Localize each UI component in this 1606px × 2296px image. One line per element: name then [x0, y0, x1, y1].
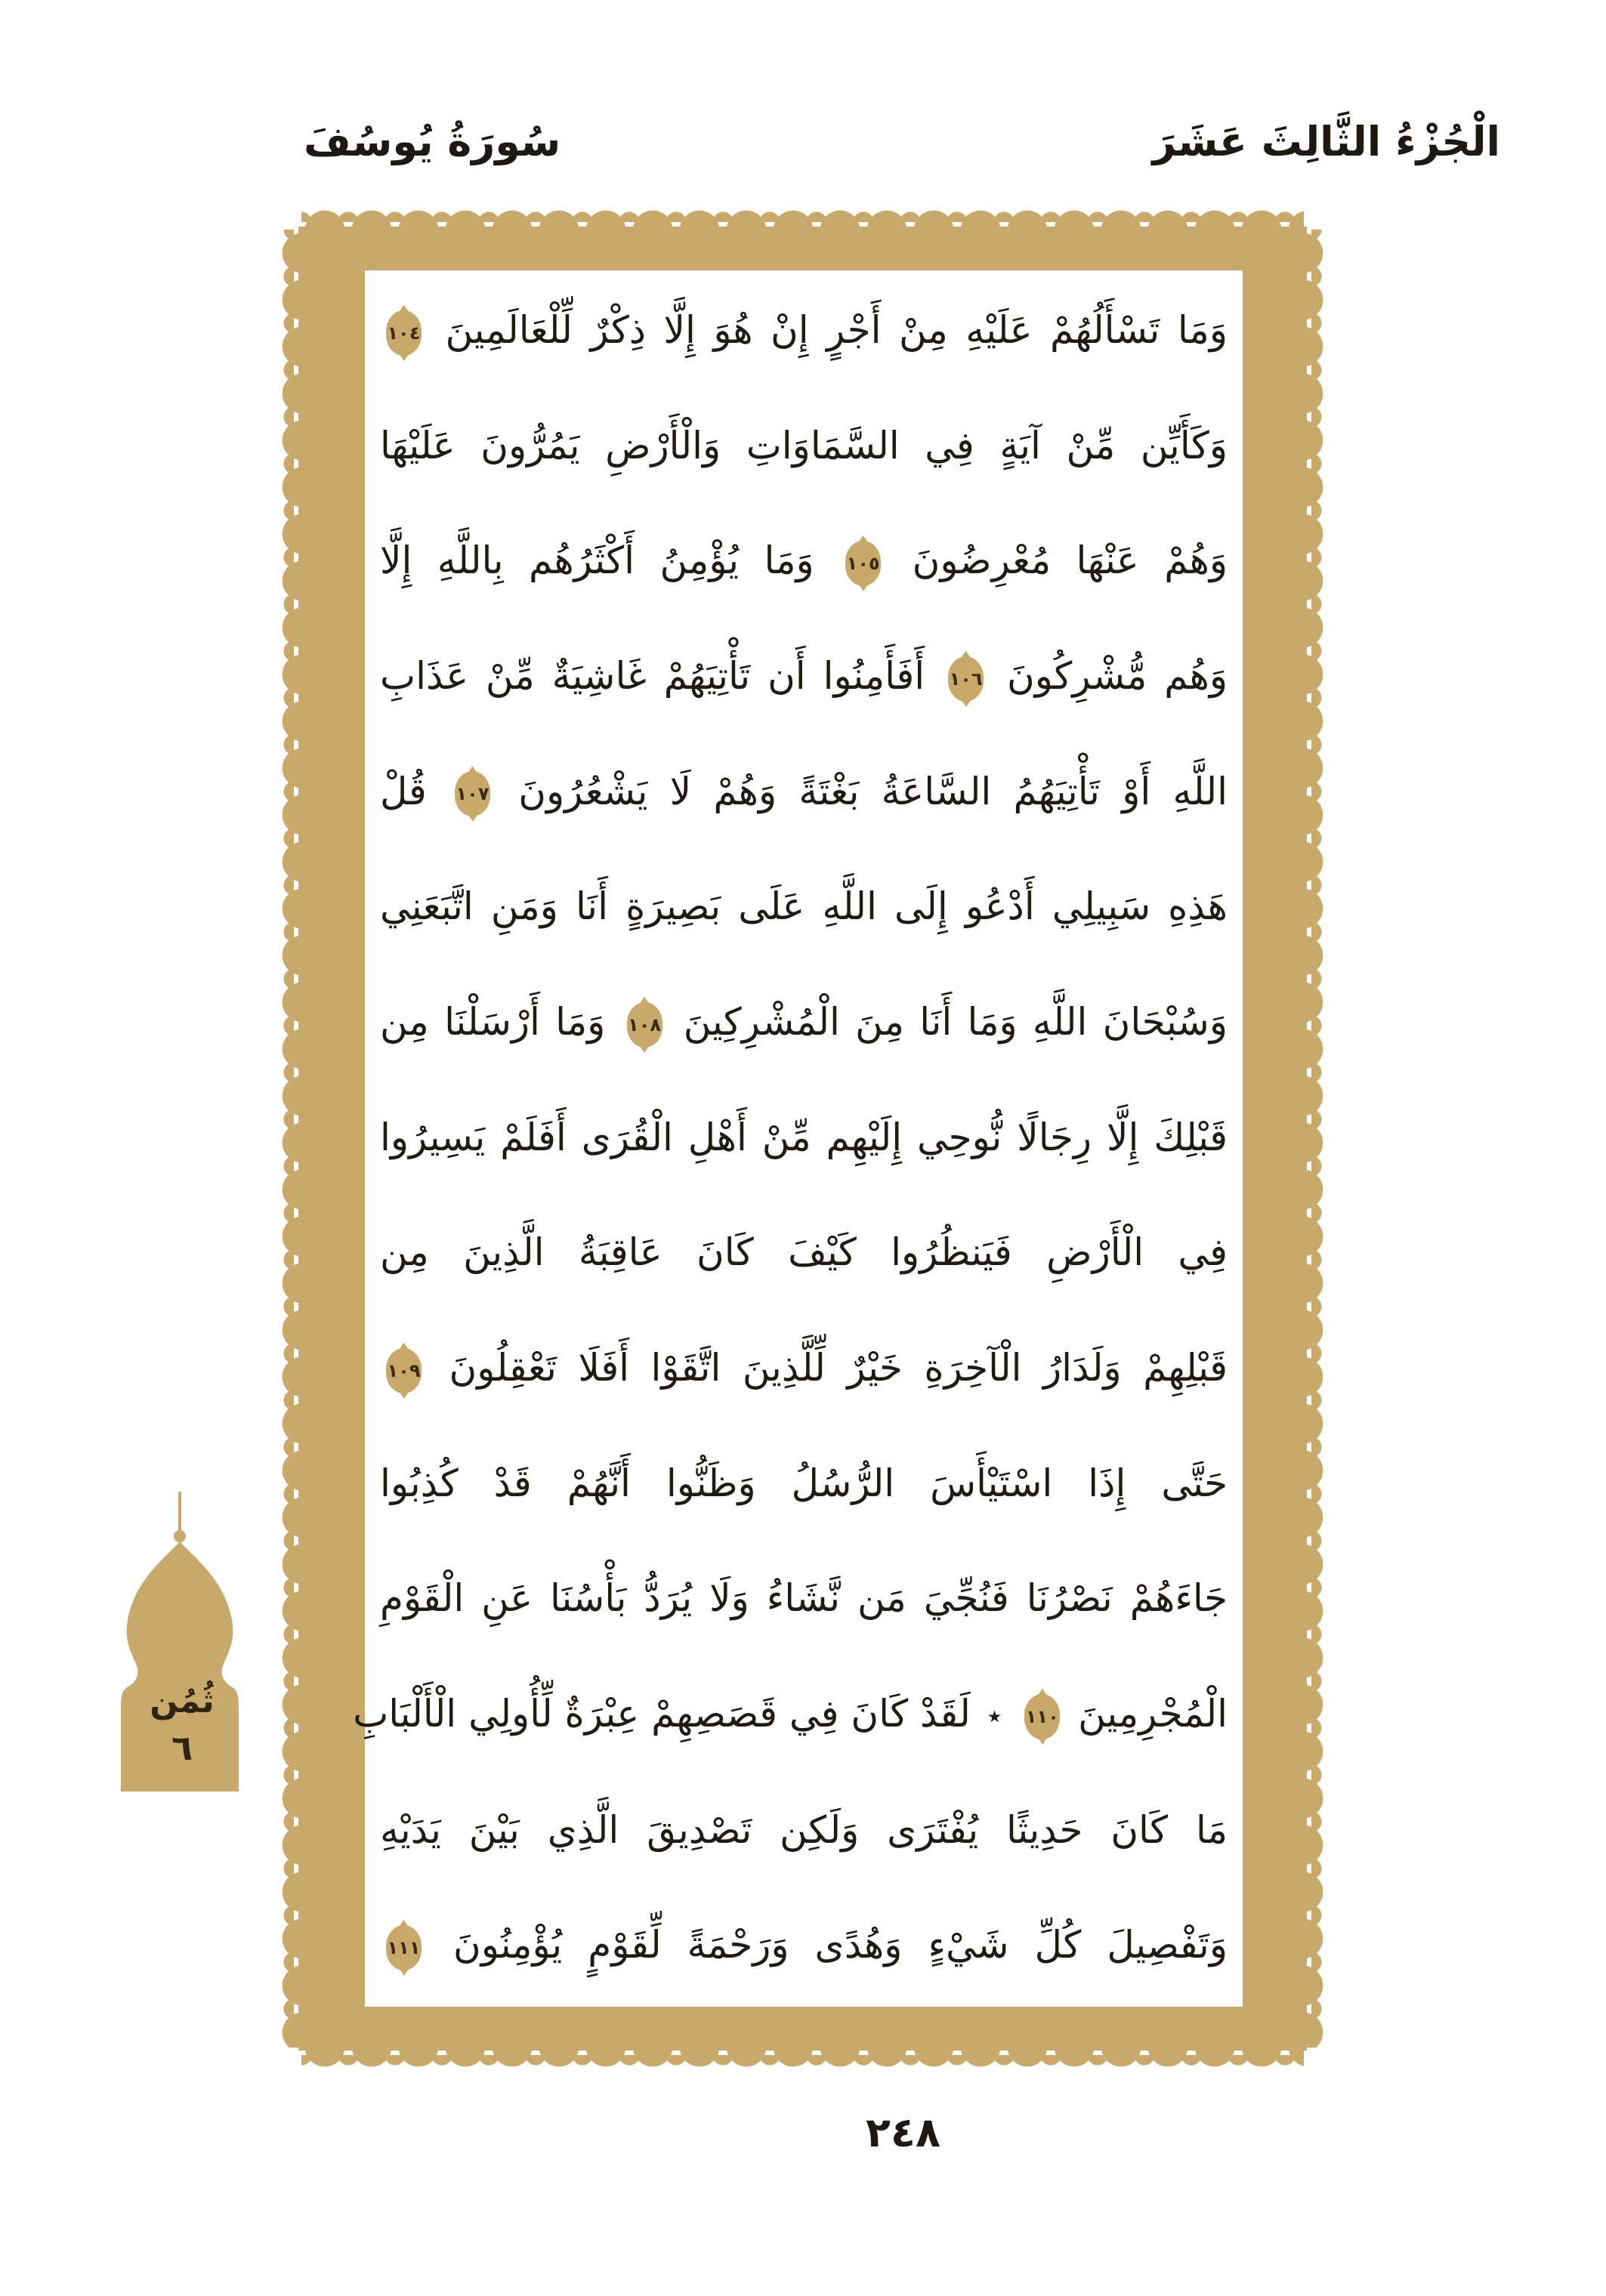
thumn-number: ٦ — [171, 1727, 193, 1768]
verse-text: أَفَأَمِنُوا أَن تَأْتِيَهُمْ غَاشِيَةٌ مِّنْ عَذَابِ — [380, 654, 925, 699]
verse-text: فِي الْأَرْضِ فَيَنظُرُوا كَيْفَ كَانَ عَاقِبَةُ الَّذِينَ مِن — [380, 1230, 1228, 1275]
quran-line — [380, 504, 1228, 619]
verse-text: حَتَّى إِذَا اسْتَيْأَسَ الرُّسُلُ وَظَنُّوا أَنَّهُمْ قَدْ كُذِبُوا — [380, 1461, 1228, 1505]
text-area — [353, 270, 1243, 2007]
frame-scallop-top — [301, 206, 1304, 227]
rub-el-hizb-icon: ٭ — [987, 1700, 1002, 1732]
verse-text: وَسُبْحَانَ اللَّهِ وَمَا أَنَا مِنَ الْمُشْرِكِينَ — [683, 1000, 1228, 1045]
page-number: ٢٤٨ — [866, 2109, 940, 2156]
ayah-end-marker: ١٠٨ — [627, 1002, 662, 1048]
verse-text: قُلْ — [380, 769, 427, 813]
quran-line — [380, 1196, 1228, 1311]
surah-title: سُورَةُ يُوسُفَ — [304, 118, 561, 165]
quran-line — [380, 1427, 1228, 1542]
quran-line — [380, 1541, 1228, 1657]
quran-line — [380, 1081, 1228, 1196]
quran-line — [380, 1773, 1228, 1889]
ornamental-frame — [298, 227, 1307, 2051]
verse-text: لَقَدْ كَانَ فِي قَصَصِهِمْ عِبْرَةٌ لِّأُولِي الْأَلْبَابِ — [353, 1692, 971, 1736]
verse-text: اللَّهِ أَوْ تَأْتِيَهُمُ السَّاعَةُ بَغْتَةً وَهُمْ لَا يَشْعُرُونَ — [518, 769, 1228, 813]
ayah-end-marker: ١٠٩ — [386, 1348, 422, 1393]
verse-text: وَمَا أَرْسَلْنَا مِن — [380, 1000, 606, 1045]
ayah-end-marker: ١٠٤ — [386, 310, 422, 356]
verse-text: وَكَأَيِّن مِّنْ آيَةٍ فِي السَّمَاوَاتِ وَالْأَرْضِ يَمُرُّونَ عَلَيْهَا — [380, 423, 1228, 468]
verse-text: قَبْلِكَ إِلَّا رِجَالًا نُّوحِي إِلَيْهِم مِّنْ أَهْلِ الْقُرَى أَفَلَمْ يَسِيرُوا — [380, 1115, 1228, 1159]
ayah-end-marker: ١١١ — [386, 1925, 422, 1970]
frame-scallop-right — [1306, 230, 1327, 2048]
frame-scallop-left — [278, 230, 299, 2048]
quran-line — [380, 735, 1228, 850]
ayah-end-marker: ١٠٦ — [948, 656, 984, 702]
verse-text: وَمَا يُؤْمِنُ أَكْثَرُهُم بِاللَّهِ إِلَّا — [380, 539, 814, 583]
quran-line — [380, 619, 1228, 735]
verse-text: وَمَا تَسْأَلُهُمْ عَلَيْهِ مِنْ أَجْرٍ إِنْ هُوَ إِلَّا ذِكْرٌ لِّلْعَالَمِينَ — [445, 308, 1228, 352]
quran-line — [380, 965, 1228, 1081]
ayah-end-marker: ١١٠ — [1024, 1694, 1060, 1739]
verse-text: جَاءَهُمْ نَصْرُنَا فَنُجِّيَ مَن نَّشَاءُ وَلَا يُرَدُّ بَأْسُنَا عَنِ الْقَوْمِ — [380, 1576, 1228, 1621]
quran-line — [353, 1657, 1228, 1773]
thumn-margin-marker — [106, 1492, 254, 1791]
quran-line — [380, 1888, 1228, 2004]
quran-line — [380, 850, 1228, 965]
verse-text: هَذِهِ سَبِيلِي أَدْعُو إِلَى اللَّهِ عَلَى بَصِيرَةٍ أَنَا وَمَنِ اتَّبَعَنِي — [380, 884, 1228, 929]
verse-text: قَبْلِهِمْ وَلَدَارُ الْآخِرَةِ خَيْرٌ لِّلَّذِينَ اتَّقَوْا أَفَلَا تَعْقِلُونَ — [449, 1346, 1228, 1390]
juz-title: الْجُزْءُ الثَّالِثَ عَشَرَ — [1152, 118, 1500, 165]
thumn-label: ثُمُن — [150, 1682, 215, 1720]
frame-scallop-bottom — [301, 2050, 1304, 2071]
verse-text: وَهُم مُّشْرِكُونَ — [1006, 654, 1228, 699]
quran-lines — [353, 273, 1228, 2004]
quran-line — [380, 1311, 1228, 1427]
quran-line — [380, 389, 1228, 505]
ayah-end-marker: ١٠٧ — [455, 771, 490, 816]
verse-text: مَا كَانَ حَدِيثًا يُفْتَرَى وَلَكِن تَصْدِيقَ الَّذِي بَيْنَ يَدَيْهِ — [380, 1807, 1228, 1852]
verse-text: وَتَفْصِيلَ كُلِّ شَيْءٍ وَهُدًى وَرَحْمَةً لِّقَوْمٍ يُؤْمِنُونَ — [453, 1923, 1228, 1967]
verse-text: وَهُمْ عَنْهَا مُعْرِضُونَ — [912, 539, 1228, 583]
verse-text: الْمُجْرِمِينَ — [1078, 1692, 1228, 1736]
ayah-end-marker: ١٠٥ — [845, 541, 881, 586]
quran-line — [380, 273, 1228, 389]
